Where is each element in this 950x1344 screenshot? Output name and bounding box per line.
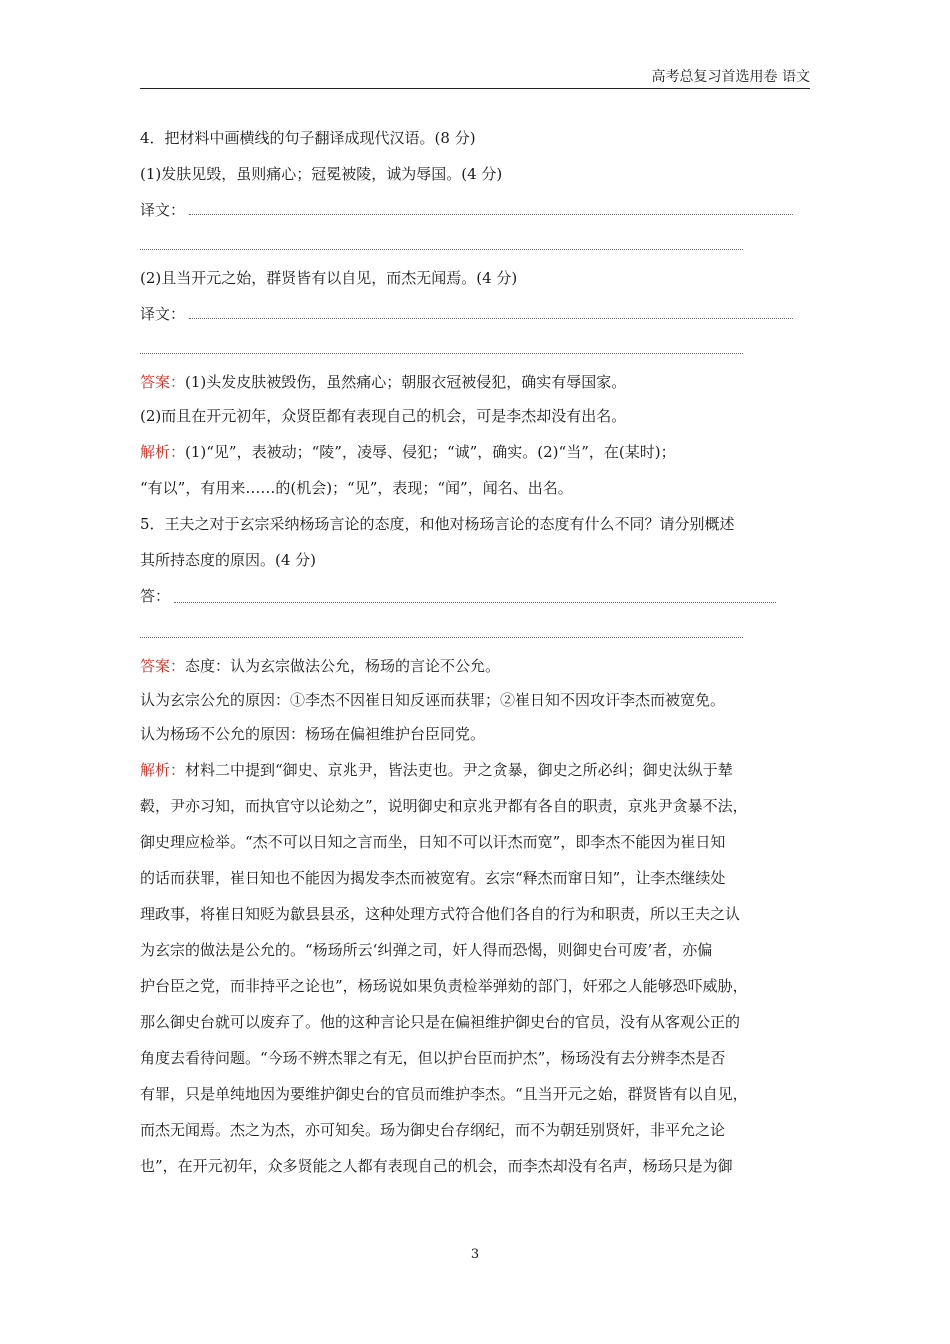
analysis-5-line: 而杰无闻焉。杰之为杰，亦可知矣。玚为御史台存纲纪，而不为朝廷别贤奸，非平允之论	[140, 1121, 726, 1139]
analysis-5-line: 角度去看待问题。“今玚不辨杰罪之有无，但以护台臣而护杰”，杨玚没有去分辨李杰是否	[140, 1049, 726, 1067]
answer-5-line-3: 认为杨玚不公允的原因：杨玚在偏袒维护台臣同党。	[140, 725, 486, 743]
answer-5-line-1	[140, 656, 500, 676]
question-4-stem: 4．把材料中画横线的句子翻译成现代汉语。(8 分)	[140, 129, 476, 147]
header-title: 高考总复习首选用卷 语文	[651, 69, 810, 85]
analysis-text: (1)“见”，表被动；“陵”，凌辱、侵犯；“诚”，确实。(2)“当”，在(某时)；	[185, 443, 676, 461]
analysis-5-line: 理政事，将崔日知贬为歙县县丞，这种处理方式符合他们各自的行为和职责，所以王夫之认	[140, 905, 741, 923]
answer-blank-line[interactable]	[140, 353, 743, 354]
analysis-5-line: 有罪，只是单纯地因为要维护御史台的官员而维护李杰。“且当开元之始，群贤皆有以自见，	[140, 1085, 748, 1103]
question-4-part-1: (1)发肤见毁，虽则痛心；冠冕被陵，诚为辱国。(4 分)	[140, 165, 503, 183]
analysis-5-line: 那么御史台就可以废弃了。他的这种言论只是在偏袒维护御史台的官员，没有从客观公正的	[140, 1013, 741, 1031]
question-4-part-2: (2)且当开元之始，群贤皆有以自见，而杰无闻焉。(4 分)	[140, 269, 518, 287]
answer-label: 答案：	[140, 373, 186, 391]
analysis-4-line-1	[140, 442, 676, 462]
answer-label-5: 答：	[140, 587, 171, 605]
answer-text: (1)头发皮肤被毁伤，虽然痛心；朝服衣冠被侵犯，确实有辱国家。	[185, 373, 627, 391]
answer-blank-line[interactable]	[189, 214, 793, 215]
page-header	[140, 68, 810, 89]
analysis-5-line-1	[140, 760, 733, 780]
analysis-text: 材料二中提到“御史、京兆尹，皆法吏也。尹之贪暴，御史之所必纠；御史汰纵于辇	[185, 761, 733, 779]
answer-4-line-1	[140, 372, 626, 392]
question-5-line-1: 5．王夫之对于玄宗采纳杨玚言论的态度，和他对杨玚言论的态度有什么不同？请分别概述	[140, 515, 735, 533]
analysis-5-line: 毂，尹亦习知，而执官守以论劾之”，说明御史和京兆尹都有各自的职责，京兆尹贪暴不法，	[140, 797, 748, 815]
analysis-label: 解析：	[140, 443, 186, 461]
analysis-4-line-2: “有以”，有用来……的(机会)；“见”，表现；“闻”，闻名、出名。	[140, 479, 573, 497]
analysis-label: 解析：	[140, 761, 186, 779]
page-number: 3	[470, 1247, 480, 1262]
analysis-5-line: 护台臣之党，而非持平之论也”，杨玚说如果负责检举弹劾的部门，奸邪之人能够恐吓威胁，	[140, 977, 748, 995]
answer-text: 态度：认为玄宗做法公允，杨玚的言论不公允。	[185, 657, 501, 675]
translation-label-2: 译文：	[140, 305, 186, 323]
analysis-5-line: 为玄宗的做法是公允的。“杨玚所云‘纠弹之司，奸人得而恐愒，则御史台可废’者，亦偏	[140, 941, 713, 959]
question-5-line-2: 其所持态度的原因。(4 分)	[140, 551, 317, 569]
analysis-5-line: 御史理应检举。“杰不可以日知之言而坐，日知不可以讦杰而宽”，即李杰不能因为崔日知	[140, 833, 726, 851]
translation-label-1: 译文：	[140, 201, 186, 219]
answer-label: 答案：	[140, 657, 186, 675]
answer-5-line-2: 认为玄宗公允的原因：①李杰不因崔日知反诬而获罪；②崔日知不因攻讦李杰而被宽免。	[140, 691, 726, 709]
answer-blank-line[interactable]	[189, 318, 793, 319]
answer-blank-line[interactable]	[140, 249, 743, 250]
analysis-5-line: 也”，在开元初年，众多贤能之人都有表现自己的机会，而李杰却没有名声，杨玚只是为御	[140, 1157, 733, 1175]
analysis-5-line: 的话而获罪，崔日知也不能因为揭发李杰而被宽宥。玄宗“释杰而窜日知”，让李杰继续处	[140, 869, 726, 887]
answer-4-line-2: (2)而且在开元初年，众贤臣都有表现自己的机会，可是李杰却没有出名。	[140, 407, 627, 425]
answer-blank-line[interactable]	[140, 637, 743, 638]
answer-blank-line[interactable]	[174, 602, 776, 603]
